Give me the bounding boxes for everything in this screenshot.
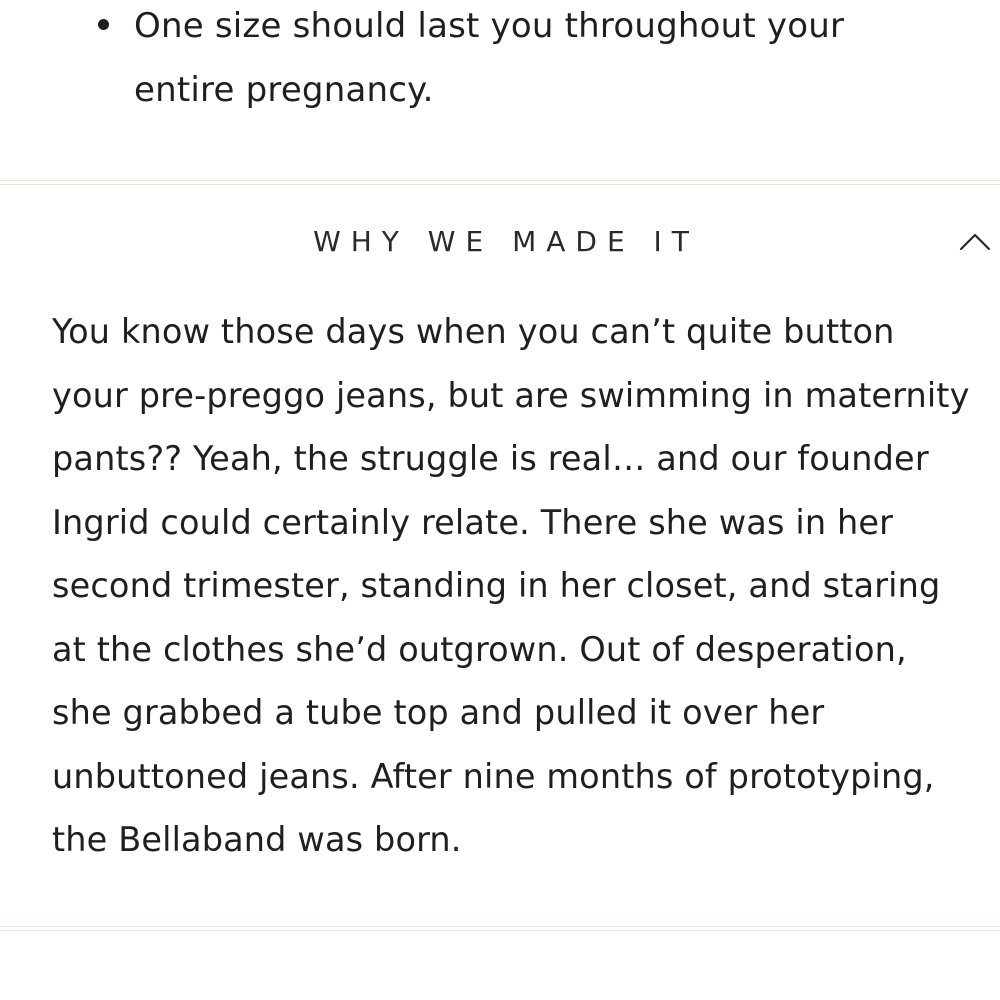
feature-list-item <box>0 0 1000 122</box>
accordion-title: WHY WE MADE IT <box>313 225 699 258</box>
section-divider <box>0 926 1000 927</box>
feature-text: One size should last you throughout your entire pregnancy. <box>134 6 845 110</box>
section-divider <box>0 184 1000 185</box>
why-we-made-it-accordion-toggle[interactable] <box>0 214 1000 270</box>
accordion-body-text: You know those days when you can’t quite button your pre-preggo jeans, but are swimming in maternity pants?? Yeah, the struggle is real… and our founder Ingrid could certainly relate. There she was in her second trimester, standing in her closet, and staring at the clothes she’d outgrown. Out of desperation, she grabbed a tube top and pulled it over her unbuttoned jeans. After nine months of prototyping, the Bellaband was born. <box>52 312 970 859</box>
section-divider <box>0 930 1000 931</box>
section-divider <box>0 180 1000 181</box>
feature-list <box>0 0 1000 122</box>
bullet-icon <box>98 19 109 30</box>
chevron-up-icon[interactable] <box>958 230 992 252</box>
